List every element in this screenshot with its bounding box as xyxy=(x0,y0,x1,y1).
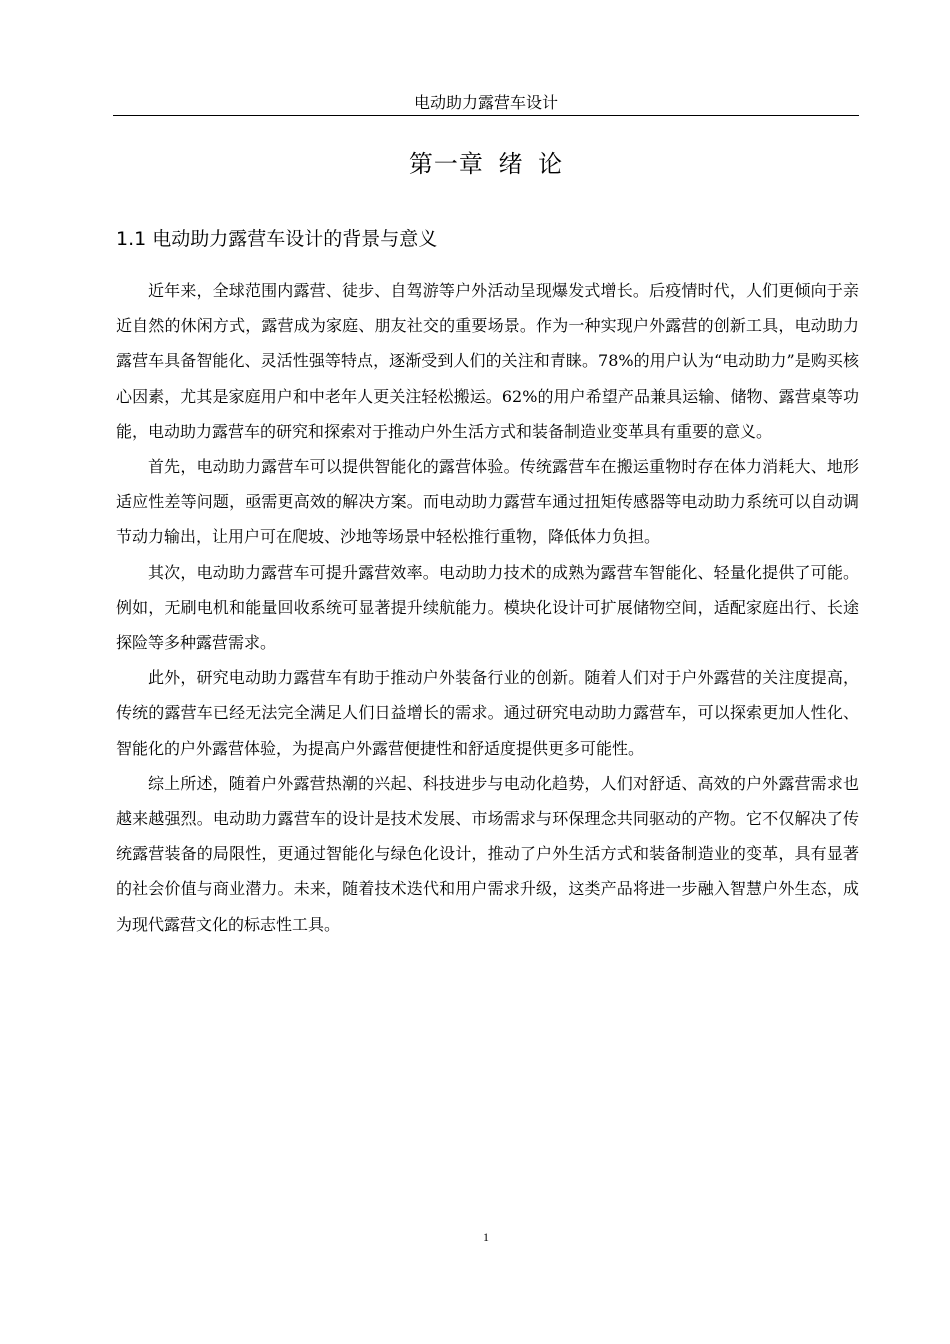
body-text xyxy=(116,273,859,942)
chapter-title: 第一章 绪 论 xyxy=(408,150,564,178)
paragraph-2: 首先，电动助力露营车可以提供智能化的露营体验。传统露营车在搬运重物时存在体力消耗大、地形适应性差等问题，亟需更高效的解决方案。而电动助力露营车通过扭矩传感器等电动助力系统可以自动调节动力输出，让用户可在爬坡、沙地等场景中轻松推行重物，降低体力负担。 xyxy=(116,457,859,547)
paragraph-5: 综上所述，随着户外露营热潮的兴起、科技进步与电动化趋势，人们对舒适、高效的户外露营需求也越来越强烈。电动助力露营车的设计是技术发展、市场需求与环保理念共同驱动的产物。它不仅解决了传统露营装备的局限性，更通过智能化与绿色化设计，推动了户外生活方式和装备制造业的变革，具有显著的社会价值与商业潜力。未来，随着技术迭代和用户需求升级，这类产品将进一步融入智慧户外生态，成为现代露营文化的标志性工具。 xyxy=(116,773,859,934)
paragraph-1: 近年来，全球范围内露营、徒步、自驾游等户外活动呈现爆发式增长。后疫情时代，人们更倾向于亲近自然的休闲方式，露营成为家庭、朋友社交的重要场景。作为一种实现户外露营的创新工具，电动助力露营车具备智能化、灵活性强等特点，逐渐受到人们的关注和青睐。78%的用户认为“电动助力”是购买核心因素，尤其是家庭用户和中老年人更关注轻松搬运。62%的用户希望产品兼具运输、储物、露营桌等功能，电动助力露营车的研究和探索对于推动户外生活方式和装备制造业变革具有重要的意义。 xyxy=(116,281,859,441)
section-heading: 1.1 电动助力露营车设计的背景与意义 xyxy=(116,228,438,250)
running-header: 电动助力露营车设计 xyxy=(413,93,558,112)
paragraph-3: 其次，电动助力露营车可提升露营效率。电动助力技术的成熟为露营车智能化、轻量化提供了可能。例如，无刷电机和能量回收系统可显著提升续航能力。模块化设计可扩展储物空间，适配家庭出行、长途探险等多种露营需求。 xyxy=(116,562,859,653)
header-divider xyxy=(113,115,859,116)
paragraph-4: 此外，研究电动助力露营车有助于推动户外装备行业的创新。随着人们对于户外露营的关注度提高，传统的露营车已经无法完全满足人们日益增长的需求。通过研究电动助力露营车，可以探索更加人性化、智能化的户外露营体验，为提高户外露营便捷性和舒适度提供更多可能性。 xyxy=(116,668,859,758)
page-number: 1 xyxy=(483,1230,489,1244)
